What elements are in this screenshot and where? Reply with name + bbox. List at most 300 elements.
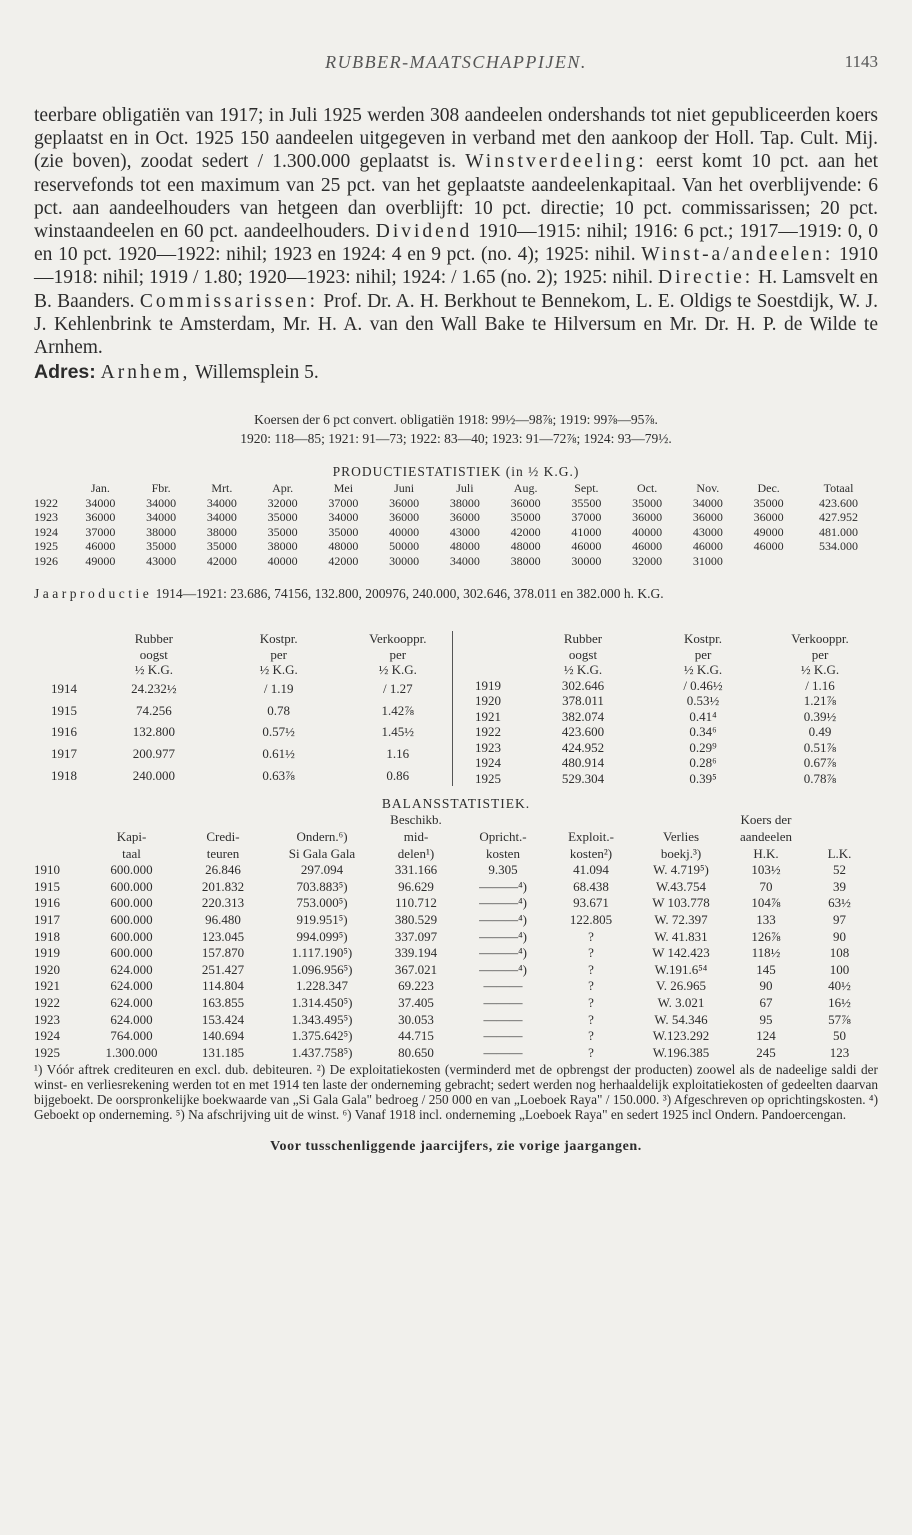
dividend-label: Dividend (375, 221, 473, 243)
balance-row (34, 962, 878, 979)
balance-verl: W. 72.397 (654, 912, 708, 927)
balance-opr: ——— (483, 978, 523, 994)
production-value: 34000 (449, 553, 480, 568)
production-value: 36000 (389, 495, 420, 510)
cost-header-right: ½ K.G. (800, 662, 840, 678)
balance-cred: 163.855 (201, 994, 245, 1010)
balance-kap: 600.000 (110, 895, 153, 911)
cost-header-left: per (389, 646, 407, 662)
production-value: 46000 (692, 539, 723, 554)
balance-row (34, 895, 878, 912)
balance-hk: 126⅞ (751, 928, 781, 944)
cost-verk: 0.51⅞ (803, 739, 837, 755)
bond-prices-line-2: 1920: 118—85; 1921: 91—73; 1922: 83—40; 1923: 91—72⅞; 1924: 93—79½. (240, 431, 672, 447)
balance-cred: 153.424 (201, 1011, 245, 1027)
issuance-text: teerbare obligatiën van 1917; in Juli 1925 werden 308 aandeelen ondershands tot niet gepubliceerden koers geplaatst en in Oct. 1925 150 aandeelen uitgegeven in verband met den aankoop der Holl. Tap. Cult. Mij. (zie boven), zoodat sedert / 1.300.000 geplaatst is. (34, 105, 878, 173)
balance-hk: 118½ (751, 945, 781, 961)
production-value: 34000 (206, 510, 237, 525)
balance-verl: W. 4.719⁵) (653, 862, 709, 878)
cost-kost: 0.39⁵ (689, 770, 717, 786)
cost-header-row (34, 647, 453, 663)
balance-ond: 1.228.347 (296, 978, 348, 994)
production-value: 38000 (267, 539, 298, 554)
production-value (799, 554, 878, 569)
cost-header-left: oogst (139, 646, 168, 662)
production-value: 34000 (146, 495, 177, 510)
production-value: 35000 (267, 510, 298, 525)
production-column-header: Mrt. (211, 481, 233, 496)
cost-row (453, 755, 877, 771)
balance-mid: 37.405 (398, 994, 434, 1010)
production-value: 46000 (753, 539, 784, 554)
balance-mid: 331.166 (394, 862, 438, 878)
balance-ond: 1.437.758⁵) (291, 1044, 353, 1060)
balance-hk: 245 (756, 1044, 776, 1060)
balance-column-header: L.K. (827, 845, 852, 861)
balance-row (34, 995, 878, 1012)
production-value: 38000 (206, 524, 237, 539)
cost-oogst: 378.011 (562, 693, 604, 709)
balance-column-header: aandeelen (740, 829, 792, 845)
balance-verl: W. 3.021 (657, 994, 705, 1010)
balance-column-header: Opricht.- (479, 829, 527, 845)
production-value: 37000 (85, 524, 116, 539)
balance-cred: 131.185 (201, 1044, 245, 1060)
production-value: 50000 (389, 539, 420, 554)
production-year: 1924 (34, 524, 58, 539)
balance-kap: 1.300.000 (105, 1044, 158, 1060)
winstverdeeling-text: eerst komt 10 pct. aan het reservefonds tot een maximum van 25 pct. van het geplaatste aandeelenkapitaal. Van het overblijvende: 6 pct. aan aandeelhouders van hetgeen dan overblijft: 10 pct. directie; 10 pct. commissarissen; 20 pct. winstaandeelen en 60 pct. aandeelhouders. (34, 151, 879, 243)
cost-row (34, 700, 453, 722)
balance-lk: 63½ (828, 895, 851, 911)
cost-verk: / 1.16 (805, 677, 835, 693)
production-row (34, 510, 878, 525)
cost-oogst: 24.232½ (131, 681, 177, 697)
production-value: 36000 (389, 510, 420, 525)
balance-row (34, 978, 878, 995)
cost-header-corner (453, 647, 523, 663)
cost-verk: 0.78⅞ (803, 770, 837, 786)
balance-row (34, 879, 878, 896)
balance-verl: W 142.423 (652, 945, 710, 961)
balance-lk: 16½ (828, 994, 851, 1010)
cost-verk: / 1.27 (382, 681, 413, 697)
cost-row (453, 771, 877, 787)
cost-price-tables (34, 631, 878, 786)
production-value: 36000 (510, 495, 541, 510)
balance-mid: 30.053 (398, 1011, 434, 1027)
production-value: 36000 (692, 510, 723, 525)
production-value: 35000 (510, 510, 541, 525)
production-value: 31000 (692, 553, 723, 568)
balance-kap: 624.000 (110, 994, 153, 1010)
production-value: 42000 (510, 524, 541, 539)
balance-mid: 80.650 (398, 1044, 434, 1060)
balance-year: 1922 (34, 994, 60, 1010)
winstaandeelen-text: 1910—1918: nihil; 1919 / 1.80; 1920—1923: nihil; 1924: / 1.65 (no. 2); 1925: nihil. (34, 244, 879, 289)
balance-column-header (34, 812, 84, 829)
balance-expl: ? (588, 1011, 594, 1027)
cost-verk: 0.86 (386, 767, 410, 783)
balance-ond: 1.096.956⁵) (291, 961, 353, 977)
balance-expl: ? (588, 961, 594, 977)
cost-header-row (34, 662, 453, 678)
production-value: 427.952 (819, 510, 858, 525)
production-value: 32000 (632, 553, 663, 568)
balance-opr: ——— (483, 1028, 523, 1044)
balance-ond: 753.000⁵) (296, 895, 348, 911)
balance-kap: 600.000 (110, 862, 153, 878)
production-value: 35000 (753, 495, 784, 510)
balance-ond: 1.343.495⁵) (291, 1011, 353, 1027)
production-value: 42000 (328, 553, 359, 568)
cost-kost: / 1.19 (263, 681, 294, 697)
production-table (34, 481, 878, 568)
balance-kap: 600.000 (110, 912, 153, 927)
cost-year: 1925 (475, 770, 501, 786)
production-value: 48000 (449, 539, 480, 554)
production-value: 43000 (692, 524, 723, 539)
production-year: 1925 (34, 539, 58, 554)
balance-column-header: Si Gala Gala (288, 845, 356, 861)
page-header (34, 52, 878, 80)
balance-title: BALANSSTATISTIEK. (381, 796, 531, 812)
cost-header-left: Kostpr. (259, 631, 298, 647)
balance-column-header: kosten (486, 845, 520, 861)
production-value: 46000 (632, 539, 663, 554)
balance-cred: 157.870 (201, 945, 245, 961)
production-value: 30000 (571, 553, 602, 568)
balance-column-header (455, 812, 551, 829)
production-value: 37000 (328, 495, 359, 510)
production-value: 36000 (632, 510, 663, 525)
balance-column-header (34, 829, 84, 846)
balance-column-header: boekj.³) (660, 845, 702, 861)
winstverdeeling-label: Winstverdeeling: (465, 151, 647, 173)
balance-column-header (631, 812, 731, 829)
balance-expl: ? (588, 978, 594, 994)
production-column-header: Mei (333, 481, 354, 496)
balance-year: 1921 (34, 978, 60, 994)
balance-kap: 624.000 (110, 978, 153, 994)
production-value: 38000 (449, 495, 480, 510)
balance-hk: 90 (759, 978, 773, 994)
balance-column-header: Verlies (662, 829, 700, 845)
balance-cred: 123.045 (201, 928, 245, 944)
balance-row (34, 1012, 878, 1029)
balance-lk: 57⅞ (828, 1011, 851, 1027)
production-column-header: Totaal (823, 481, 854, 496)
balance-opr: ———⁴) (479, 928, 527, 944)
production-value: 34000 (328, 510, 359, 525)
production-row (34, 554, 878, 569)
cost-header-corner (34, 631, 94, 647)
cost-header-left: Rubber (134, 631, 173, 647)
cost-year: 1921 (475, 708, 501, 724)
commissarissen-text: Prof. Dr. A. H. Berkhout te Bennekom, L. E. Oldigs te Soestdijk, W. J. J. Kehlenbrink te Amsterdam, Mr. H. A. van den Wall Bake te Hilversum en Mr. Dr. H. P. de Wilde te Arnhem. (34, 290, 879, 359)
balance-verl: W 103.778 (652, 895, 710, 911)
cost-oogst: 423.600 (561, 724, 605, 740)
balance-column-header: kosten²) (569, 845, 613, 861)
cost-kost: / 0.46½ (683, 677, 723, 693)
balance-opr: ———⁴) (479, 878, 527, 894)
balance-row (34, 945, 878, 962)
balance-hk: 124 (756, 1028, 776, 1044)
cost-year: 1923 (475, 739, 501, 755)
production-value: 46000 (85, 539, 116, 554)
production-value: 49000 (85, 553, 116, 568)
balance-ond: 1.117.190⁵) (291, 945, 353, 961)
balance-expl: ? (588, 928, 594, 944)
balance-kap: 624.000 (110, 1011, 153, 1027)
balance-expl: ? (588, 994, 594, 1010)
cost-header-corner (34, 662, 94, 678)
balance-column-header: Kapi- (116, 829, 147, 845)
footnotes: ¹) Vóór aftrek crediteuren en excl. dub. debiteuren. ²) De exploitatiekosten (verminderd met de opbrengst der producten) zoowel als de nadeelige saldi der winst- en verliesrekening werden tot en met 1914 ten laste der onderneming gebracht; sedert werden nog herhaaldelijk exploitatiekosten of gedeelten daarvan bijgeboekt. De oorspronkelijke boekwaarde van „Si Gala Gala" bedroeg / 250 000 en van „Loeboek Raya" / 150.000. ³) Afgeschreven op oprichtingskosten. ⁴) Geboekt op onderneming. ⁵) Na afschrijving uit de winst. ⁶) Vanaf 1918 incl. onderneming „Loeboek Raya" en sedert 1925 incl Ondern. Pandoercengan. (34, 1062, 878, 1122)
dividend-text: 1910—1915: nihil; 1916: 6 pct.; 1917—1919: 0, 0 en 10 pct. 1920—1922: nihil; 1923 en 1924: 4 en 9 pct. (no. 4); 1925: nihil. (34, 221, 879, 266)
balance-column-header (34, 846, 84, 863)
production-value: 38000 (510, 553, 541, 568)
balance-column-header (179, 812, 267, 829)
balance-ond: 297.094 (300, 862, 344, 878)
balance-mid: 44.715 (398, 1028, 434, 1044)
balance-column-header (801, 812, 878, 829)
cost-oogst: 424.952 (561, 739, 605, 755)
closing-note: Voor tusschenliggende jaarcijfers, zie vorige jaargangen. (270, 1138, 642, 1154)
cost-price-table-right (453, 631, 877, 786)
cost-row (34, 678, 453, 700)
cost-row (34, 765, 453, 787)
cost-year: 1917 (50, 746, 77, 762)
cost-header-row (453, 662, 877, 678)
balance-ond: 1.314.450⁵) (291, 994, 353, 1010)
production-year: 1922 (34, 495, 58, 510)
cost-kost: 0.28⁶ (689, 755, 717, 771)
cost-header-right: per (811, 646, 829, 662)
cost-year: 1914 (50, 681, 77, 697)
production-value: 49000 (753, 524, 784, 539)
production-year: 1923 (34, 510, 58, 525)
balance-expl: 41.094 (573, 862, 609, 878)
cost-oogst: 240.000 (132, 767, 175, 783)
balance-column-header (551, 812, 631, 829)
cost-header-right: Kostpr. (684, 631, 722, 647)
production-value: 481.000 (819, 524, 858, 539)
production-column-header: Juni (394, 481, 415, 496)
balance-column-header: Koers der (740, 812, 792, 828)
production-value: 36000 (85, 510, 116, 525)
balance-lk: 108 (829, 945, 850, 961)
commissarissen-label: Commissarissen: (139, 290, 319, 312)
cost-oogst: 302.646 (561, 677, 605, 693)
balance-cred: 140.694 (201, 1028, 245, 1044)
production-row (34, 539, 878, 554)
production-value: 32000 (267, 495, 298, 510)
balance-hk: 67 (759, 994, 773, 1010)
balance-lk: 97 (833, 912, 846, 927)
balance-column-header: delen¹) (397, 845, 435, 861)
production-row (34, 496, 878, 511)
balance-expl: 68.438 (573, 878, 609, 894)
cost-header-corner (453, 662, 523, 678)
cost-kost: 0.78 (267, 702, 291, 718)
production-value: 48000 (510, 539, 541, 554)
balance-ond: 1.375.642⁵) (291, 1028, 353, 1044)
production-value: 48000 (328, 539, 359, 554)
balance-column-header: Credi- (206, 829, 240, 845)
annual-production-text: 1914—1921: 23.686, 74156, 132.800, 200976, 240.000, 302.646, 378.011 en 382.000 h. K.G. (155, 586, 664, 602)
balance-mid: 110.712 (395, 895, 437, 911)
page-number: 1143 (844, 52, 878, 71)
bond-prices-line-1: Koersen der 6 pct convert. obligatiën 1918: 99½—98⅞; 1919: 99⅞—95⅞. (254, 412, 658, 428)
cost-kost: 0.61½ (262, 746, 295, 762)
cost-oogst: 382.074 (561, 708, 605, 724)
running-title: RUBBER-MAATSCHAPPIJEN. (325, 52, 587, 72)
balance-column-header: H.K. (753, 845, 779, 861)
cost-verk: 1.21⅞ (803, 693, 837, 709)
balance-opr: ———⁴) (479, 945, 527, 961)
production-value: 40000 (632, 524, 663, 539)
production-value: 34000 (146, 510, 177, 525)
cost-verk: 0.67⅞ (803, 755, 837, 771)
cost-kost: 0.53½ (686, 693, 720, 709)
cost-row (453, 740, 877, 756)
balance-year: 1924 (34, 1028, 60, 1044)
cost-oogst: 132.800 (132, 724, 175, 740)
production-column-header: Dec. (757, 481, 780, 496)
balance-opr: ———⁴) (479, 961, 527, 977)
production-value: 43000 (146, 553, 177, 568)
production-value: 36000 (449, 510, 480, 525)
balance-column-header (84, 812, 179, 829)
balance-row (34, 929, 878, 946)
balance-row (34, 862, 878, 879)
cost-kost: 0.63⅞ (262, 767, 295, 783)
production-value: 36000 (753, 510, 784, 525)
balance-kap: 600.000 (110, 928, 153, 944)
balance-opr: ——— (483, 1011, 523, 1027)
directie-label: Directie: (657, 267, 754, 289)
balance-opr: 9.305 (488, 862, 518, 878)
balance-lk: 123 (829, 1044, 850, 1060)
cost-header-left: ½ K.G. (378, 662, 417, 678)
page (34, 52, 878, 1155)
cost-kost: 0.41⁴ (689, 708, 717, 724)
balance-expl: ? (588, 1044, 594, 1060)
cost-row (453, 693, 877, 709)
cost-oogst: 74.256 (135, 702, 172, 718)
cost-verk: 1.42⅞ (381, 702, 415, 718)
cost-header-right: per (694, 646, 712, 662)
cost-header-row (34, 631, 453, 647)
balance-year: 1919 (34, 945, 60, 961)
production-value: 34000 (206, 495, 237, 510)
balance-mid: 69.223 (398, 978, 434, 994)
balance-cred: 201.832 (201, 878, 245, 894)
cost-year: 1924 (475, 755, 501, 771)
balance-verl: W. 41.831 (654, 928, 708, 944)
balance-table (34, 812, 878, 1061)
bond-prices (34, 410, 878, 448)
cost-row (453, 678, 877, 694)
company-description (34, 104, 878, 384)
balance-column-header: teuren (206, 845, 240, 861)
production-value: 42000 (206, 553, 237, 568)
production-value: 46000 (571, 539, 602, 554)
production-value: 534.000 (819, 539, 858, 554)
production-value: 41000 (571, 524, 602, 539)
balance-column-header: taal (122, 845, 141, 861)
balance-year: 1917 (34, 912, 60, 927)
cost-year: 1916 (50, 724, 77, 740)
production-value: 35000 (328, 524, 359, 539)
balance-opr: ———⁴) (479, 912, 527, 927)
balance-lk: 39 (833, 878, 846, 894)
balance-cred: 114.804 (202, 978, 244, 994)
cost-oogst: 529.304 (561, 770, 605, 786)
balance-column-header (801, 829, 878, 846)
production-value: 37000 (571, 510, 602, 525)
production-column-header: Apr. (272, 481, 294, 496)
cost-kost: 0.34⁶ (689, 724, 717, 740)
balance-expl: ? (588, 945, 594, 961)
balance-expl: ? (588, 1028, 594, 1044)
adres-label: Adres: (34, 361, 96, 384)
balance-lk: 100 (829, 961, 850, 977)
balance-kap: 600.000 (110, 878, 153, 894)
balance-kap: 600.000 (110, 945, 153, 961)
balance-header-row (34, 812, 878, 829)
production-value: 40000 (389, 524, 420, 539)
production-corner (34, 481, 70, 496)
cost-row (453, 724, 877, 740)
production-year: 1926 (34, 553, 58, 568)
cost-year: 1919 (475, 677, 501, 693)
cost-header-right: Rubber (563, 631, 603, 647)
cost-header-left: per (270, 646, 287, 662)
production-value: 30000 (389, 553, 420, 568)
balance-column-header: Beschikb. (390, 812, 442, 828)
cost-header-corner (34, 647, 94, 663)
production-value: 35000 (206, 539, 237, 554)
production-column-header: Sept. (574, 481, 599, 496)
cost-header-left: ½ K.G. (259, 662, 298, 678)
production-value (738, 554, 799, 569)
balance-hk: 145 (756, 961, 776, 977)
balance-year: 1920 (34, 961, 60, 977)
adres-text: Willemsplein 5. (194, 362, 319, 384)
balance-year: 1923 (34, 1011, 60, 1027)
balance-cred: 96.480 (205, 912, 241, 927)
balance-mid: 380.529 (394, 912, 438, 927)
balance-hk: 104⅞ (751, 895, 781, 911)
balance-hk: 95 (759, 1011, 773, 1027)
balance-expl: 93.671 (573, 895, 609, 911)
production-row (34, 525, 878, 540)
cost-header-right: ½ K.G. (563, 662, 603, 678)
cost-header-right: Verkooppr. (791, 631, 849, 647)
balance-lk: 40½ (828, 978, 851, 994)
balance-kap: 764.000 (110, 1028, 153, 1044)
cost-header-row (453, 647, 877, 663)
cost-price-table-left (34, 631, 453, 786)
annual-production (34, 586, 878, 601)
production-value: 38000 (146, 524, 177, 539)
production-title: PRODUCTIESTATISTIEK (in ½ K.G.) (332, 464, 580, 480)
winstaandeelen-label: Winst-a/andeelen: (641, 244, 834, 266)
cost-kost: 0.29⁹ (689, 739, 717, 755)
cost-header-corner (453, 631, 523, 647)
